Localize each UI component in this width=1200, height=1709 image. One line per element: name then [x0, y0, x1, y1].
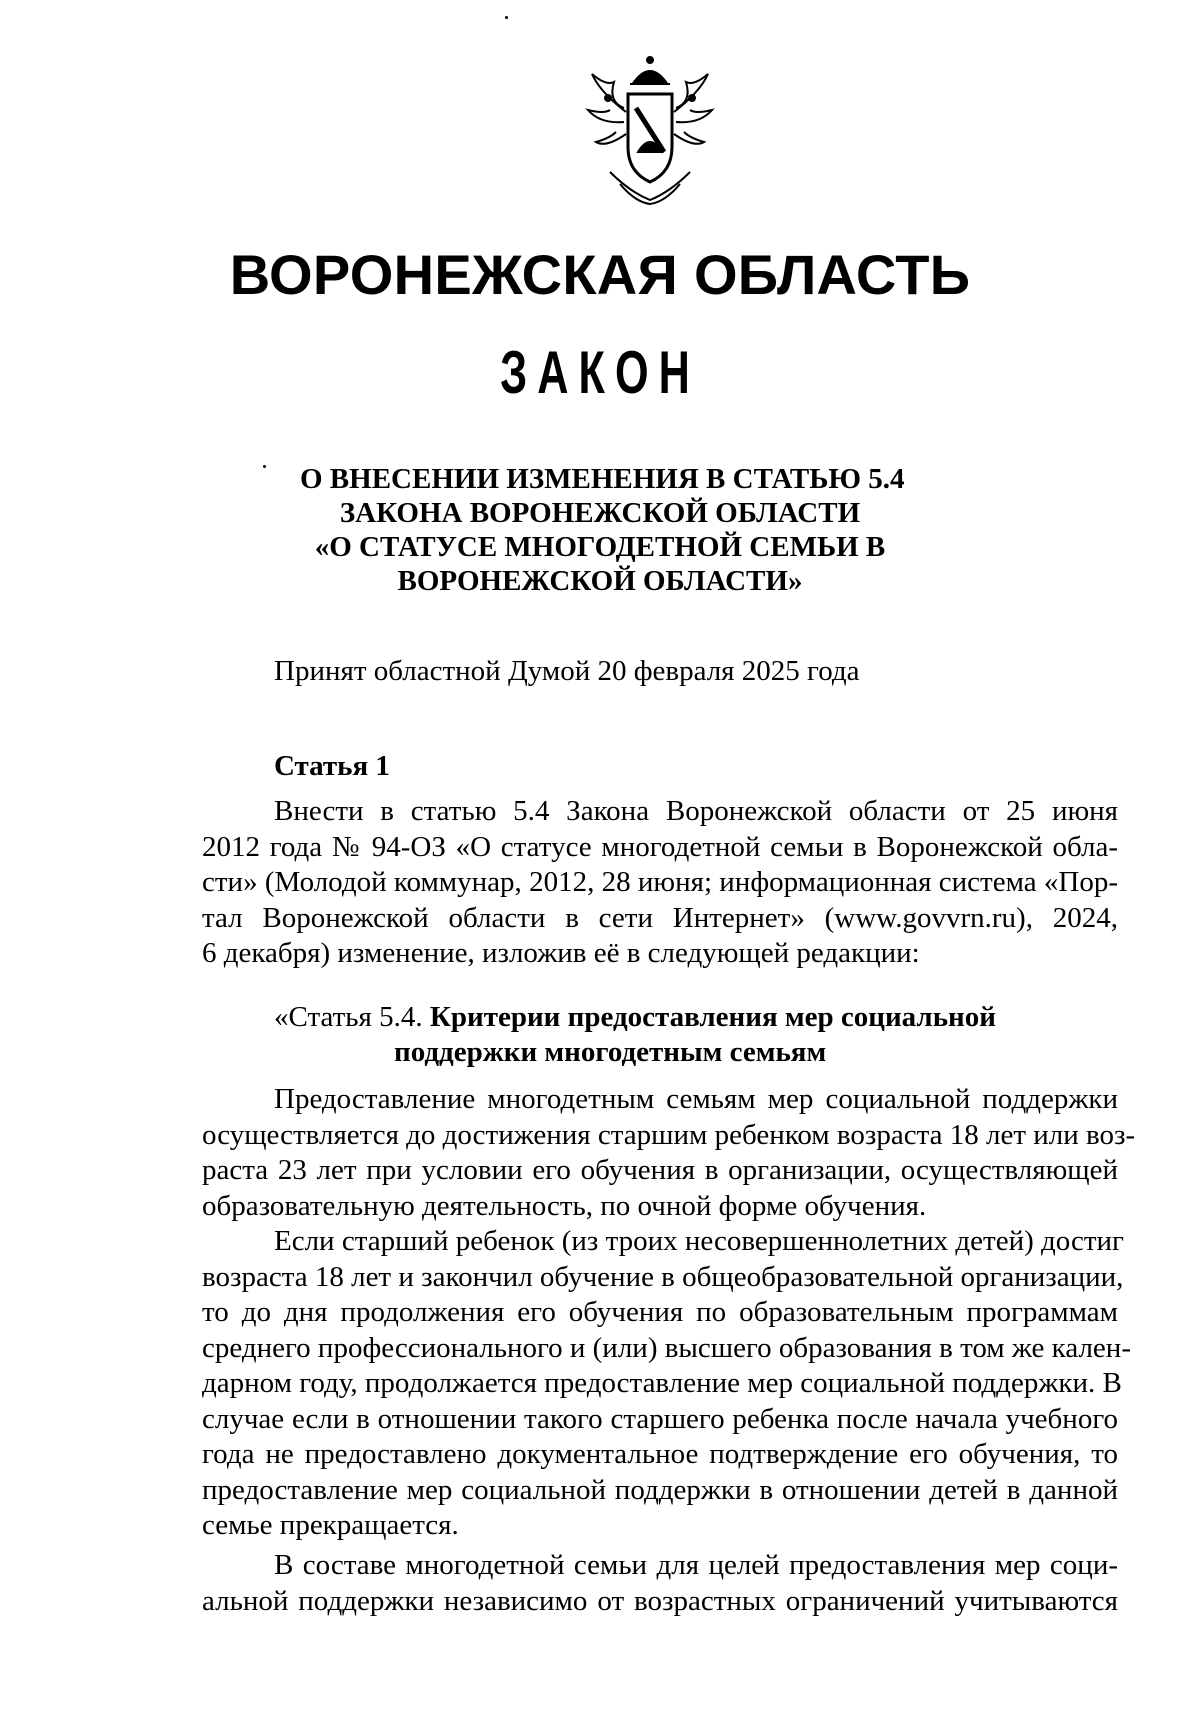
region-name: ВОРОНЕЖСКАЯ ОБЛАСТЬ — [229, 243, 971, 306]
text-line: среднего профессионального и (или) высшего образования в том же кален- — [202, 1331, 1131, 1364]
text-line: Если старший ребенок (из троих несовершеннолетних детей) достиг — [274, 1225, 1124, 1257]
text-line: года не предоставлено документальное подтверждение его обучения, то — [202, 1438, 1118, 1470]
text-line: случае если в отношении такого старшего ребенка после начала учебного — [202, 1402, 1118, 1435]
text-line: раста 23 лет при условии его обучения в организации, осуществляющей — [202, 1154, 1118, 1186]
text-line: альной поддержки независимо от возрастных ограничений учитываются — [202, 1584, 1118, 1617]
text-line: предоставление мер социальной поддержки в отношении детей в данной — [202, 1473, 1118, 1506]
text-line: то до дня продолжения его обучения по образовательным программам — [202, 1296, 1118, 1328]
paragraph-1 — [202, 1082, 1136, 1224]
text-line: Предоставление многодетным семьям мер социальной поддержки — [274, 1083, 1118, 1115]
text-line: 2012 года № 94-ОЗ «О статусе многодетной семьи в Воронежской обла- — [202, 830, 1118, 863]
amended-article-title: Критерии предоставления мер социальной — [429, 1001, 996, 1033]
scan-speck — [263, 465, 266, 468]
text-line: дарном году, продолжается предоставление мер социальной поддержки. В — [202, 1367, 1122, 1399]
scan-speck — [505, 16, 508, 19]
law-title-line: О ВНЕСЕНИИ ИЗМЕНЕНИЯ В СТАТЬЮ 5.4 — [300, 463, 905, 495]
text-line: Внести в статью 5.4 Закона Воронежской области от 25 июня — [274, 795, 1118, 827]
text-line: В составе многодетной семьи для целей предоставления мер соци- — [274, 1549, 1118, 1581]
coat-of-arms-icon — [580, 52, 720, 207]
text-line: возраста 18 лет и закончил обучение в общеобразовательной организации, — [202, 1260, 1124, 1293]
law-title — [300, 462, 905, 598]
amended-article-heading — [274, 1000, 996, 1070]
law-title-line: ВОРОНЕЖСКОЙ ОБЛАСТИ» — [397, 565, 803, 597]
law-title-line: ЗАКОНА ВОРОНЕЖСКОЙ ОБЛАСТИ — [339, 497, 861, 529]
law-title-line: «О СТАТУСЕ МНОГОДЕТНОЙ СЕМЬИ В — [314, 531, 886, 563]
text-line: 6 декабря) изменение, изложив её в следующей редакции: — [202, 937, 920, 969]
paragraph-2 — [202, 1224, 1131, 1544]
document-type: ЗАКОН — [500, 339, 700, 406]
text-line: образовательную деятельность, по очной форме обучения. — [202, 1189, 927, 1222]
amended-article-prefix: «Статья 5.4. — [274, 1001, 430, 1033]
amended-article-title-line2: поддержки многодетным семьям — [394, 1036, 827, 1068]
text-line: сти» (Молодой коммунар, 2012, 28 июня; информационная система «Пор- — [202, 866, 1118, 898]
paragraph-3 — [202, 1548, 1118, 1619]
text-line: осуществляется до достижения старшим ребенком возраста 18 лет или воз- — [202, 1118, 1136, 1151]
text-line: тал Воронежской области в сети Интернет» (www.govvrn.ru), 2024, — [202, 901, 1118, 934]
article-heading: Статья 1 — [274, 750, 390, 782]
text-line: семье прекращается. — [202, 1509, 459, 1541]
adoption-note: Принят областной Думой 20 февраля 2025 года — [274, 655, 860, 687]
article-body — [202, 794, 1118, 972]
